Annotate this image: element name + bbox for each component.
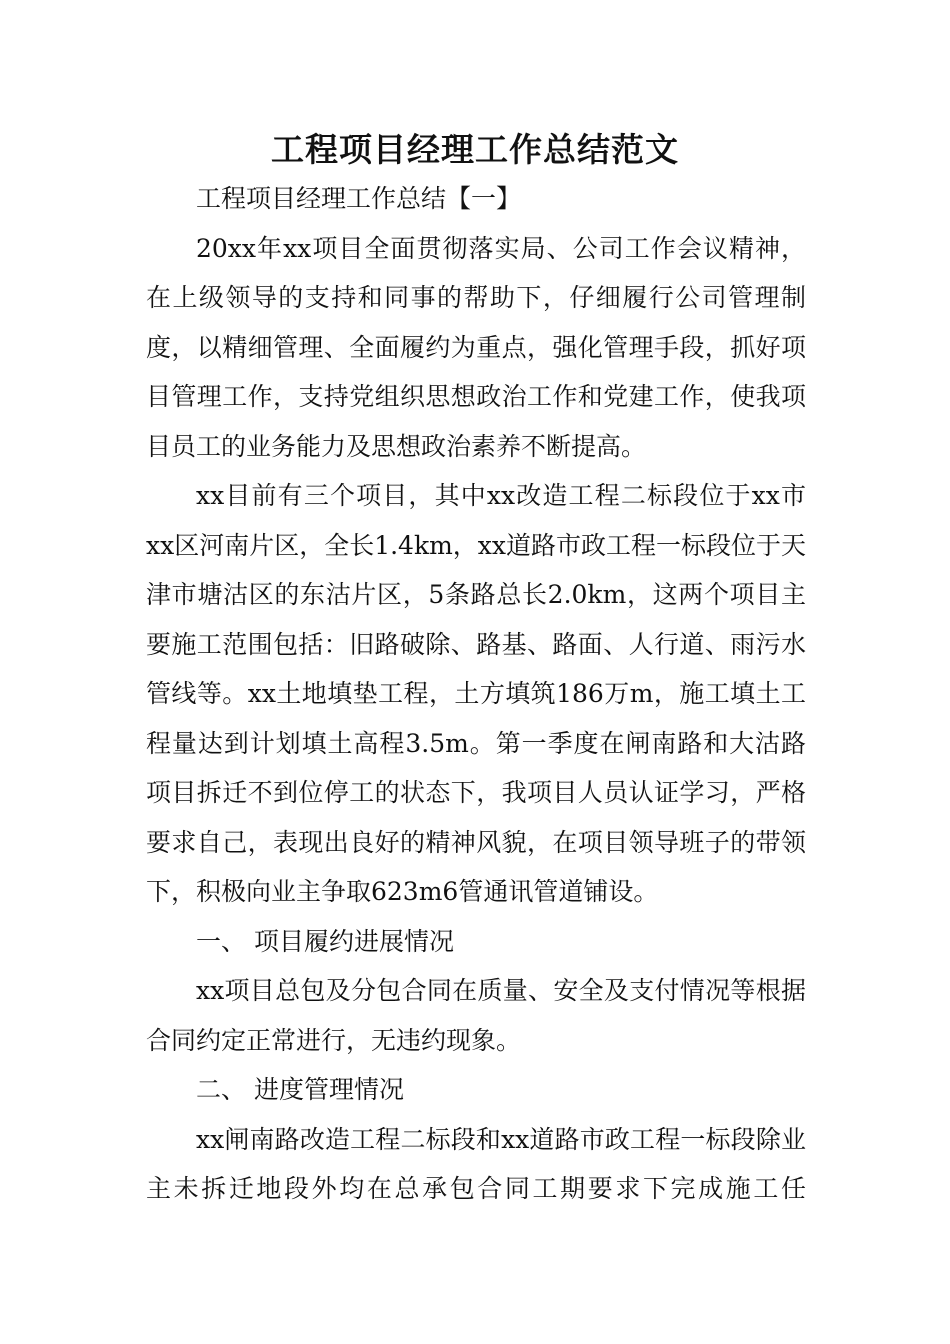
document-body xyxy=(146,174,806,1214)
section-heading-contract-performance: 一、 项目履约进展情况 xyxy=(196,926,454,956)
section-heading-summary-one: 工程项目经理工作总结【一】 xyxy=(196,184,522,213)
paragraph-overview: 20xx年xx项目全面贯彻落实局、公司工作会议精神，在上级领导的支持和同事的帮助下，仔细履行公司管理制度，以精细管理、全面履约为重点，强化管理手段，抓好项目管理工作，支持党组织思想政治工作和党建工作，使我项目员工的业务能力及思想政治素养不断提高。 xyxy=(146,233,806,461)
paragraph-projects: xx目前有三个项目，其中xx改造工程二标段位于xx市xx区河南片区，全长1.4km，xx道路市政工程一标段位于天津市塘沽区的东沽片区，5条路总长2.0km，这两个项目主要施工范围包括：旧路破除、路基、路面、人行道、雨污水管线等。xx土地填垫工程，土方填筑186万m，施工填土工程量达到计划填土高程3.5m。第一季度在闸南路和大沽路项目拆迁不到位停工的状态下，我项目人员认证学习，严格要求自己，表现出良好的精神风貌，在项目领导班子的带领下，积极向业主争取623m6管通讯管道铺设。 xyxy=(146,481,807,906)
paragraph-schedule-management: xx闸南路改造工程二标段和xx道路市政工程一标段除业主未拆迁地段外均在总承包合同工期要求下完成施工任 xyxy=(146,1124,806,1203)
section-heading-schedule-management: 二、 进度管理情况 xyxy=(196,1075,404,1104)
document-title: 工程项目经理工作总结范文 xyxy=(271,130,679,169)
paragraph-contract-performance: xx项目总包及分包合同在质量、安全及支付情况等根据合同约定正常进行，无违约现象。 xyxy=(146,976,806,1055)
